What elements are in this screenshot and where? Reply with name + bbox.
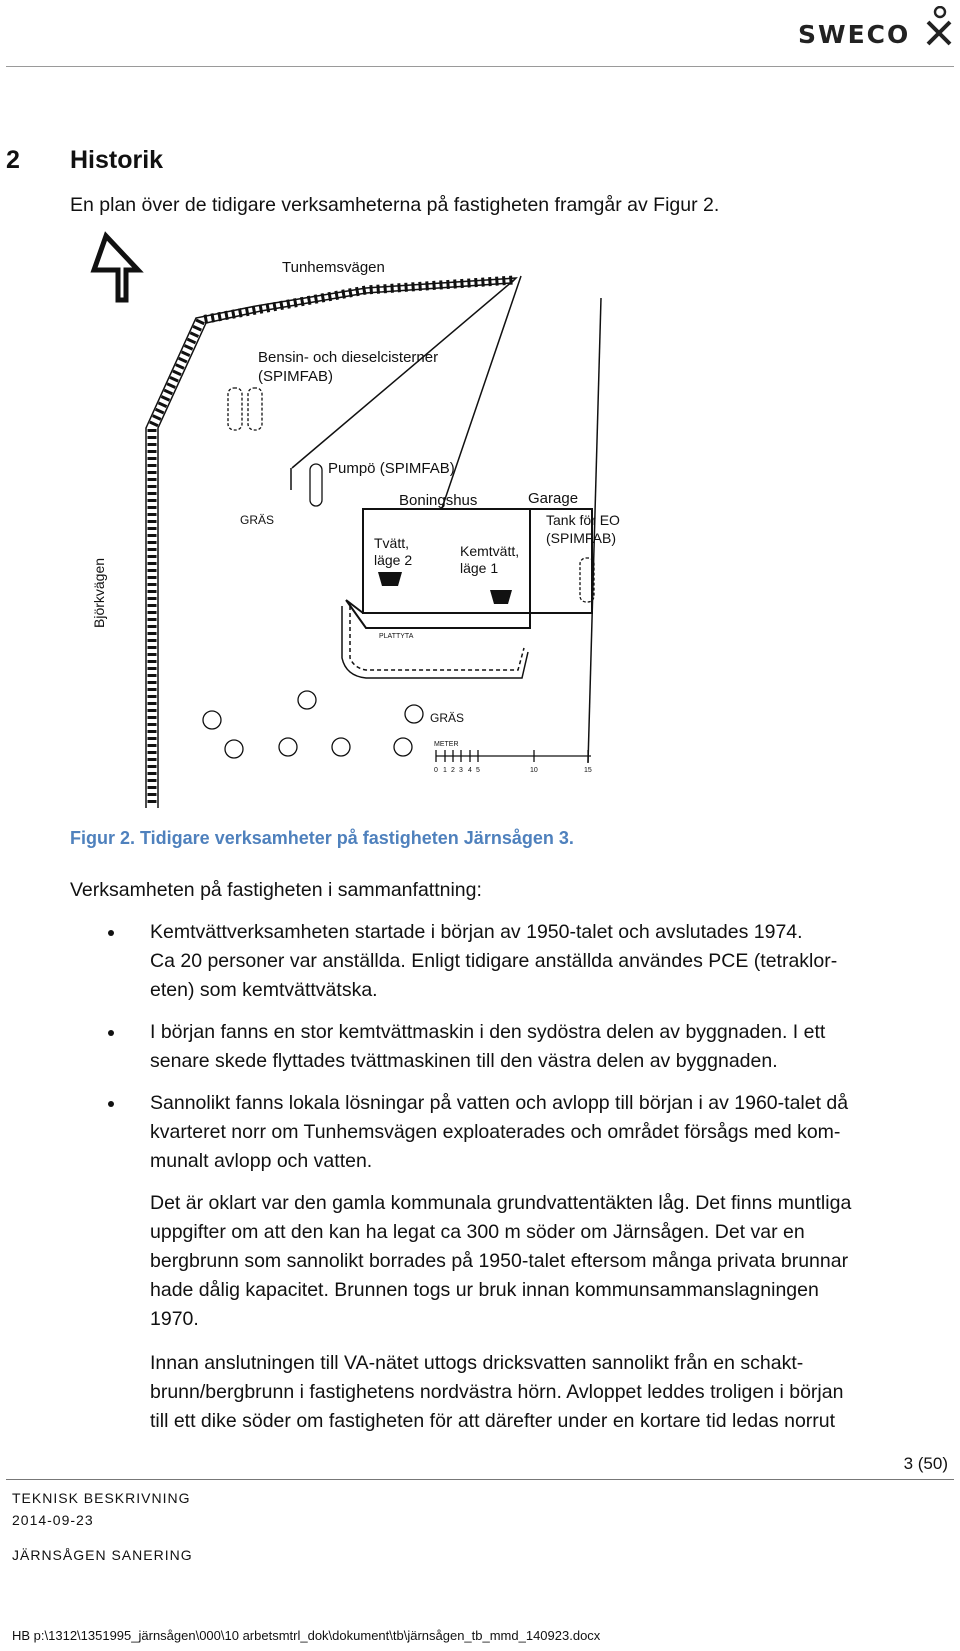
scale-tick: 2	[451, 767, 455, 774]
line: 1970.	[150, 1308, 199, 1330]
scale-tick: 0	[434, 767, 438, 774]
footer-doc-type: TEKNISK BESKRIVNING	[12, 1490, 191, 1506]
section-number: 2	[6, 146, 20, 174]
line: eten) som kemtvättvätska.	[150, 979, 378, 1001]
bullet-dot	[108, 1030, 114, 1036]
line: brunn/bergbrunn i fastighetens nordvästra hörn. Avloppet leddes troligen i början	[150, 1381, 844, 1403]
footer-date: 2014-09-23	[12, 1512, 94, 1528]
scale-tick: 15	[584, 767, 592, 774]
label-patio: PLATTYTA	[379, 633, 414, 640]
page-number: 3 (50)	[903, 1454, 948, 1473]
footer-divider	[6, 1479, 954, 1480]
scale-tick-labels	[434, 767, 592, 774]
summary-intro: Verksamheten på fastigheten i sammanfattning:	[70, 879, 482, 901]
line: hade dålig kapacitet. Brunnen togs ur bruk innan kommunsammanslagningen	[150, 1279, 819, 1301]
figure-caption: Figur 2. Tidigare verksamheter på fastigheten Järnsågen 3.	[70, 828, 574, 848]
bullet-item-3	[70, 1089, 950, 1176]
paragraph-groundwater	[70, 1189, 950, 1334]
label-pump: Pumpö (SPIMFAB)	[328, 460, 455, 477]
footer-file-path: HB p:\1312\1351995_järnsågen\000\10 arbetsmtrl_dok\dokument\tb\järnsågen_tb_mmd_140923.docx	[12, 1628, 601, 1643]
scale-tick: 4	[468, 767, 472, 774]
wash-tub-icons	[378, 572, 512, 604]
line: till ett dike söder om fastigheten för att därefter under en kortare tid ledas norrut	[150, 1410, 836, 1432]
sweco-logo	[798, 6, 948, 50]
label-wash1-line1: Kemtvätt,	[460, 543, 520, 559]
label-tunhemsvagen: Tunhemsvägen	[282, 259, 385, 276]
logo-text: SWECO	[798, 20, 911, 49]
line: I början fanns en stor kemtvättmaskin i den sydöstra delen av byggnaden. I ett	[150, 1021, 826, 1043]
line: Det är oklart var den gamla kommunala grundvattentäkten låg. Det finns muntliga	[150, 1192, 852, 1214]
scale-tick: 3	[459, 767, 463, 774]
label-wash2-line2: läge 2	[374, 552, 413, 568]
intro-paragraph: En plan över de tidigare verksamheterna på fastigheten framgår av Figur 2.	[70, 194, 720, 216]
patio-border	[342, 606, 528, 678]
line: Innan anslutningen till VA-nätet uttogs dricksvatten sannolikt från en schakt-	[150, 1352, 804, 1374]
section-heading	[6, 146, 163, 175]
header-divider	[6, 66, 954, 67]
section-title: Historik	[70, 146, 164, 174]
label-garage: Garage	[528, 490, 579, 507]
scale-unit-label: METER	[434, 741, 459, 748]
bullet-list	[70, 918, 950, 1451]
north-arrow-icon	[94, 236, 138, 300]
label-cisterns: Bensin- och dieselcisterner	[258, 349, 439, 366]
site-plan-figure	[66, 228, 666, 813]
line: senare skede flyttades tvättmaskinen till den västra delen av byggnaden.	[150, 1050, 778, 1072]
label-grass-2: GRÄS	[430, 711, 465, 725]
line: kvarteret norr om Tunhemsvägen exploaterades och området försågs med kom-	[150, 1121, 841, 1143]
line: Sannolikt fanns lokala lösningar på vatten och avlopp till början i av 1960-talet då	[150, 1092, 849, 1114]
bullet-item-1	[70, 918, 950, 1005]
label-tank-eo-sub: (SPIMFAB)	[546, 530, 617, 546]
line: munalt avlopp och vatten.	[150, 1150, 373, 1172]
line: uppgifter om att den kan ha legat ca 300 m söder om Järnsågen. Det var en	[150, 1221, 805, 1243]
footer-project: JÄRNSÅGEN SANERING	[12, 1547, 193, 1563]
label-bjorkvagen: Björkvägen	[91, 557, 107, 628]
scale-tick: 1	[443, 767, 447, 774]
paragraph-water-supply	[70, 1349, 950, 1436]
tree-icons	[203, 691, 423, 758]
sweco-mark-icon	[924, 6, 952, 46]
scale-tick: 10	[530, 767, 538, 774]
bullet-dot	[108, 930, 114, 936]
scale-bar	[436, 750, 591, 762]
line: Ca 20 personer var anställda. Enligt tidigare anställda användes PCE (tetraklor-	[150, 950, 838, 972]
label-house: Boningshus	[399, 492, 478, 509]
line: bergbrunn som sannolikt borrades på 1950-talet eftersom många privata brunnar	[150, 1250, 849, 1272]
bullet-item-2	[70, 1018, 950, 1076]
label-cisterns-sub: (SPIMFAB)	[258, 368, 334, 385]
label-wash1-line2: läge 1	[460, 560, 499, 576]
label-wash2-line1: Tvätt,	[374, 535, 410, 551]
scale-tick: 5	[476, 767, 480, 774]
bullet-dot	[108, 1101, 114, 1107]
line: Kemtvättverksamheten startade i början av 1950-talet och avslutades 1974.	[150, 921, 803, 943]
label-tank-eo: Tank för EO	[546, 512, 620, 528]
label-grass-1: GRÄS	[240, 513, 275, 527]
